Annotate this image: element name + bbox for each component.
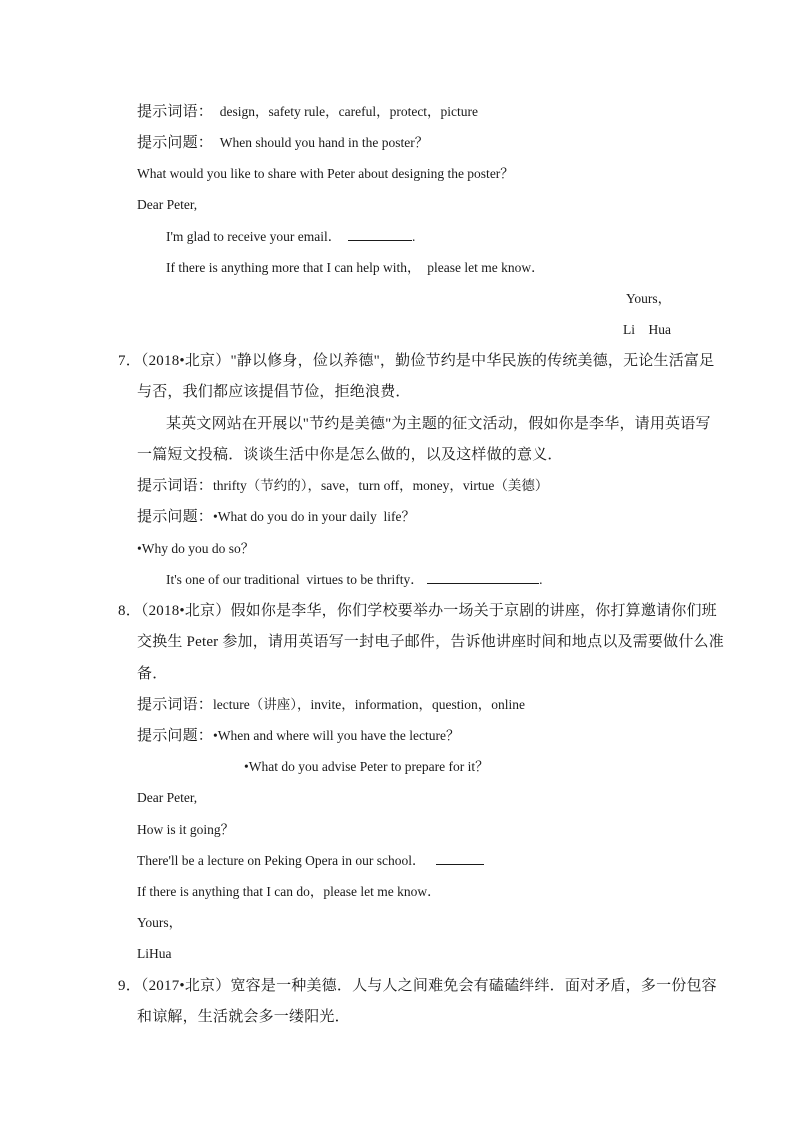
question-source: （2018•北京） [140, 603, 231, 619]
q7-intro-line-1 [118, 351, 714, 371]
q6-signature: Li Hua [623, 322, 671, 337]
hint-words-text: thrifty（节约的），save，turn off，money，virtue（美德） [213, 478, 549, 493]
letter-text: I'm glad to receive your email． [166, 229, 342, 244]
q7-intro-line-2: 与否，我们都应该提倡节俭，拒绝浪费． [137, 384, 411, 400]
q7-task-line-2: 一篇短文投稿．谈谈生活中你是怎么做的，以及这样做的意义． [137, 447, 563, 463]
q7-hint-question-1 [137, 507, 415, 527]
q8-letter-line-3: If there is anything that I can do，please let me know． [137, 884, 441, 899]
q8-hint-question-1 [137, 726, 460, 746]
q9-intro-line-2: 和谅解，生活就会多一缕阳光． [137, 1009, 350, 1025]
q7-hint-words [137, 476, 548, 496]
q8-hint-words [137, 695, 525, 715]
hint-questions-label: 提示问题： [137, 135, 214, 151]
answer-blank[interactable] [436, 852, 484, 865]
hint-question-text: When should you hand in the poster？ [219, 135, 429, 150]
question-number: 9． [118, 978, 141, 994]
q6-letter-line-2: If there is anything more that I can help with， please let me know． [166, 260, 545, 275]
question-number: 7． [118, 353, 141, 369]
q6-hint-question-1 [137, 133, 428, 153]
intro-text: 宽容是一种美德．人与人之间难免会有磕磕绊绊．面对矛盾，多一份包容 [230, 978, 717, 994]
q8-closing: Yours， [137, 915, 183, 930]
hint-question-text: •What do you do in your daily life？ [213, 509, 415, 524]
q6-closing: Yours， [626, 291, 672, 306]
letter-text: There'll be a lecture on Peking Opera in our school． [137, 853, 426, 868]
hint-words-label: 提示词语： [137, 104, 214, 120]
q7-letter-line-1: It's one of our traditional virtues to be thrifty． . [166, 572, 543, 587]
question-number: 8． [118, 603, 141, 619]
hint-words-label: 提示词语： [137, 697, 214, 713]
q9-intro-line-1 [118, 976, 717, 996]
q8-intro-line-2: 交换生 Peter 参加，请用英语写一封电子邮件，告诉他讲座时间和地点以及需要做什么准 [137, 634, 724, 650]
q6-hint-words [137, 102, 478, 122]
hint-words-text: design，safety rule，careful，protect，picture [219, 104, 479, 119]
q8-intro-line-3: 备． [137, 666, 168, 682]
q8-greeting: Dear Peter, [137, 790, 198, 805]
question-source: （2017•北京） [140, 978, 231, 994]
q7-task-line-1: 某英文网站在开展以"节约是美德"为主题的征文活动，假如你是李华，请用英语写 [166, 416, 711, 432]
letter-text: It's one of our traditional virtues to be thrifty． [166, 572, 424, 587]
q6-letter-line-1: I'm glad to receive your email． . [166, 229, 416, 244]
q8-hint-question-2: •What do you advise Peter to prepare for it？ [244, 759, 489, 774]
q8-signature: LiHua [137, 946, 172, 961]
hint-questions-label: 提示问题： [137, 728, 214, 744]
question-source: （2018•北京） [140, 353, 231, 369]
q8-letter-line-2 [137, 851, 484, 871]
q6-greeting: Dear Peter, [137, 197, 198, 212]
hint-question-text: •When and where will you have the lecture？ [213, 728, 460, 743]
intro-text: "静以修身，俭以养德"，勤俭节约是中华民族的传统美德，无论生活富足 [230, 353, 715, 369]
answer-blank[interactable] [427, 571, 539, 584]
q6-hint-question-2: What would you like to share with Peter about designing the poster？ [137, 166, 514, 181]
q8-letter-line-1: How is it going？ [137, 822, 235, 837]
q8-intro-line-1 [118, 601, 717, 621]
hint-words-text: lecture（讲座），invite，information，question，online [213, 697, 525, 712]
intro-text: 假如你是李华，你们学校要举办一场关于京剧的讲座，你打算邀请你们班 [230, 603, 717, 619]
hint-words-label: 提示词语： [137, 478, 214, 494]
hint-questions-label: 提示问题： [137, 509, 214, 525]
answer-blank[interactable] [348, 228, 412, 241]
q7-hint-question-2: •Why do you do so？ [137, 541, 255, 556]
